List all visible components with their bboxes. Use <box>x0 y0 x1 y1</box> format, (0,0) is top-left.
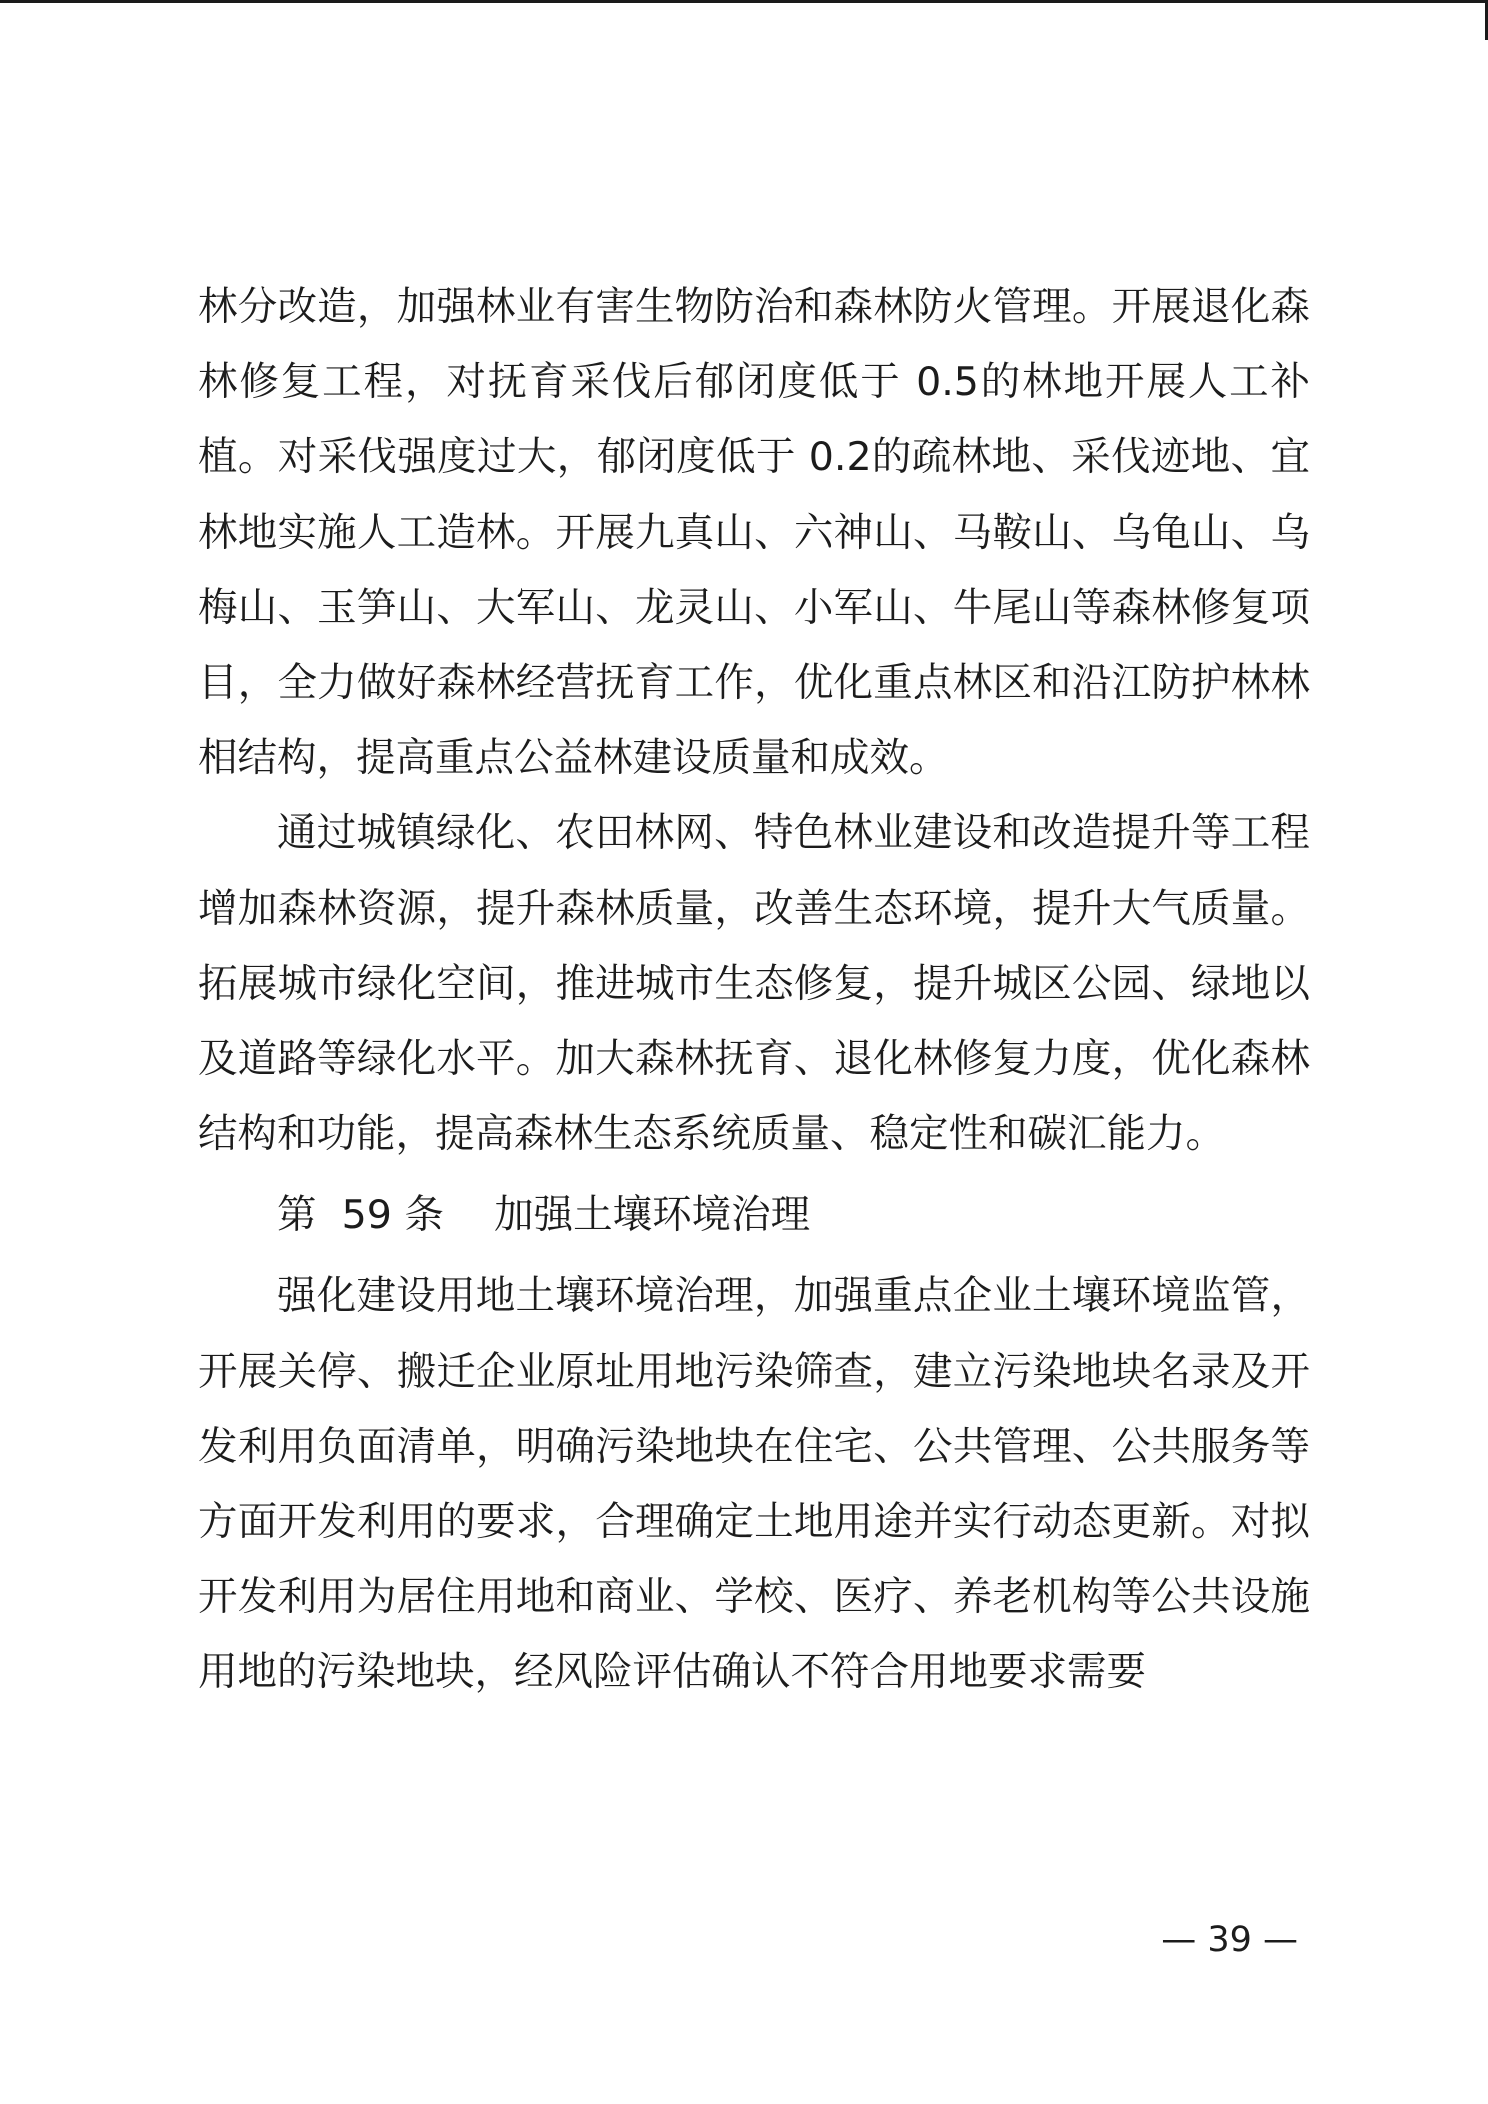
top-border-line <box>0 0 1488 3</box>
article-heading <box>198 1178 1310 1253</box>
document-body <box>198 270 1310 1711</box>
article-number: 第 59 条 <box>277 1192 444 1239</box>
paragraph-soil-governance: 强化建设用地土壤环境治理，加强重点企业土壤环境监管，开展关停、搬迁企业原址用地污染筛查，建立污染地块名录及开发利用负面清单，明确污染地块在住宅、公共管理、公共服务等方面开发利用的要求，合理确定土地用途并实行动态更新。对拟开发利用为居住用地和商业、学校、医疗、养老机构等公共设施用地的污染地块，经风险评估确认不符合用地要求需要 <box>198 1273 1310 1696</box>
paragraph-forest-restoration: 林分改造，加强林业有害生物防治和森林防火管理。开展退化森林修复工程，对抚育采伐后郁闭度低于 0.5的林地开展人工补植。对采伐强度过大，郁闭度低于 0.2的疏林地、采伐迹地、宜林地实施人工造林。开展九真山、六神山、马鞍山、乌龟山、乌梅山、玉笋山、大军山、龙灵山、小军山、牛尾山等森林修复项目，全力做好森林经营抚育工作，优化重点林区和沿江防护林林相结构，提高重点公益林建设质量和成效。 <box>198 284 1310 782</box>
paragraph-urban-greening: 通过城镇绿化、农田林网、特色林业建设和改造提升等工程增加森林资源，提升森林质量，改善生态环境，提升大气质量。拓展城市绿化空间，推进城市生态修复，提升城区公园、绿地以及道路等绿化水平。加大森林抚育、退化林修复力度，优化森林结构和功能，提高森林生态系统质量、稳定性和碳汇能力。 <box>198 810 1310 1158</box>
article-title: 加强土壤环境治理 <box>494 1192 811 1239</box>
page-number: — 39 — <box>1161 1920 1298 1960</box>
